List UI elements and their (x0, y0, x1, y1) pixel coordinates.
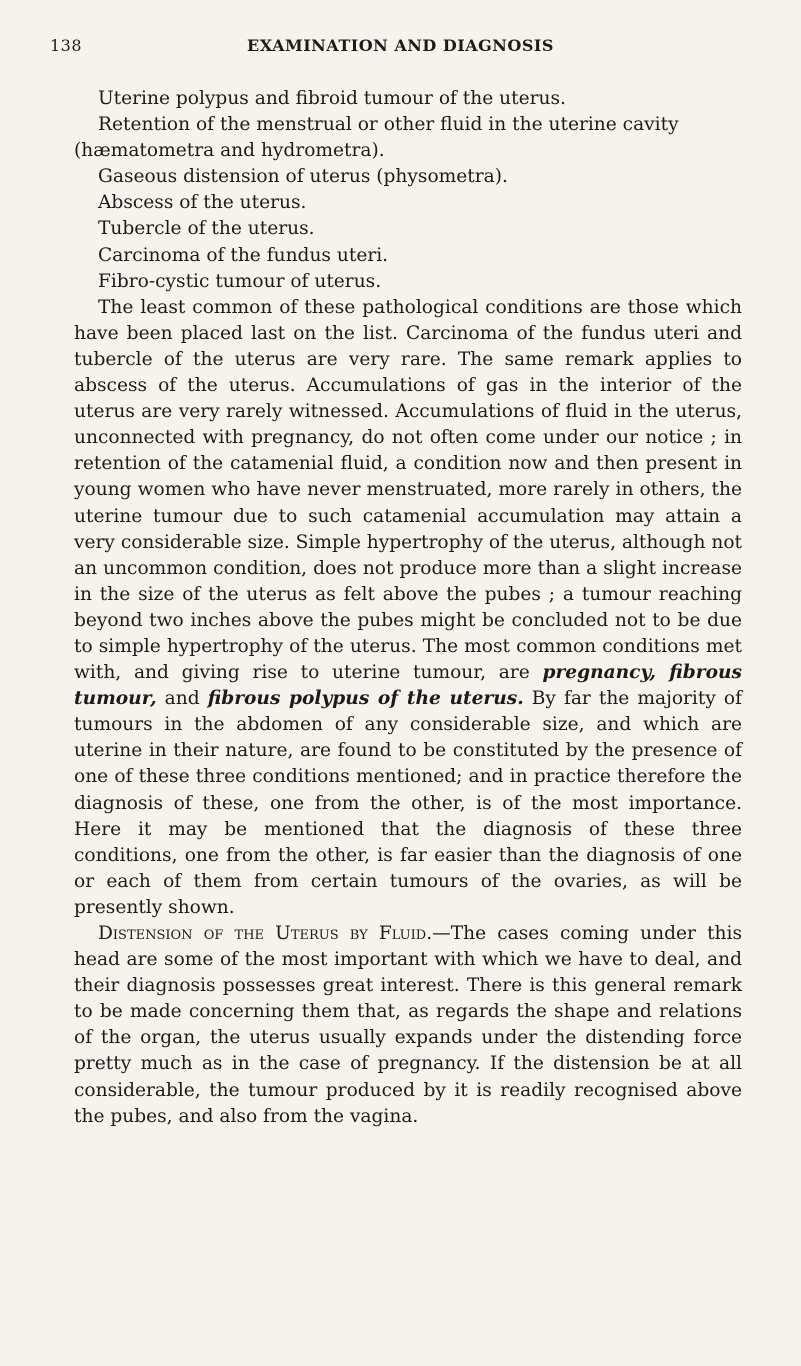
page-header (50, 36, 751, 62)
paragraph-text: The least common of these pathological conditions are those which have been placed last on the list. Carcinoma of the fundus uteri and tubercle of the uterus are very rare. The same remark applies to abscess of the uterus. Accumulations of gas in the interior of the uterus are very rarely witnessed. Accumulations of fluid in the uterus, unconnected with pregnancy, do not often come under our notice ; in retention of the catamenial fluid, a condition now and then present in young women who have never menstruated, more rarely in others, the uterine tumour due to such catamenial accumulation may attain a very considerable size. Simple hypertrophy of the uterus, although not an uncommon condition, does not produce more than a slight increase in the size of the uterus as felt above the pubes ; a tumour reaching beyond two inches above the pubes might be concluded not to be due to simple hypertrophy of the uterus. The most common conditions met with, and giving rise to uterine tumour, are (74, 296, 742, 684)
list-item: Uterine polypus and fibroid tumour of the uterus. (98, 88, 566, 109)
list-item: Carcinoma of the fundus uteri. (98, 244, 389, 266)
paragraph-common-conditions (74, 295, 742, 921)
page-body (74, 86, 742, 1130)
list-item: Fibro-cystic tumour of uterus. (98, 270, 382, 292)
paragraph-text: —The cases coming under this head are some of the most important with which we have to deal, and their diagnosis possesses great interest. There is this general remark to be made concerning them that, as regards the shape and relations of the organ, the uterus usually expands under the distending force pretty much as in the case of pregnancy. If the distension be at all considerable, the tumour produced by it is readily recognised above the pubes, and also from the vagina. (74, 923, 743, 1127)
paragraph-text: and (156, 688, 208, 710)
italic-phrase: fibrous polypus of the uterus. (207, 688, 524, 710)
list-item: Retention of the menstrual or other fluid in the uterine cavity (hæmatometra and hydrometra). (74, 114, 679, 162)
section-heading: Distension of the Uterus by Fluid. (98, 923, 433, 944)
paragraph-text: By far the majority of tumours in the abdomen of any considerable size, and which are uterine in their nature, are found to be constituted by the presence of one of these three conditions mentioned; and in practice therefore the diagnosis of these, one from the other, is of the most importance. Here it may be mentioned that the diagnosis of these three conditions, one from the other, is far easier than the diagnosis of one or each of them from certain tumours of the ovaries, as will be presently shown. (74, 688, 742, 918)
list-item: Gaseous distension of uterus (physometra). (98, 166, 508, 188)
page-number: 138 (50, 36, 83, 55)
list-item: Tubercle of the uterus. (98, 218, 315, 240)
paragraph-distension (74, 921, 742, 1130)
italic-phrase: pregnancy, fibrous tumour, (74, 662, 742, 710)
running-head: EXAMINATION AND DIAGNOSIS (247, 36, 554, 55)
list-item: Abscess of the uterus. (98, 192, 307, 214)
